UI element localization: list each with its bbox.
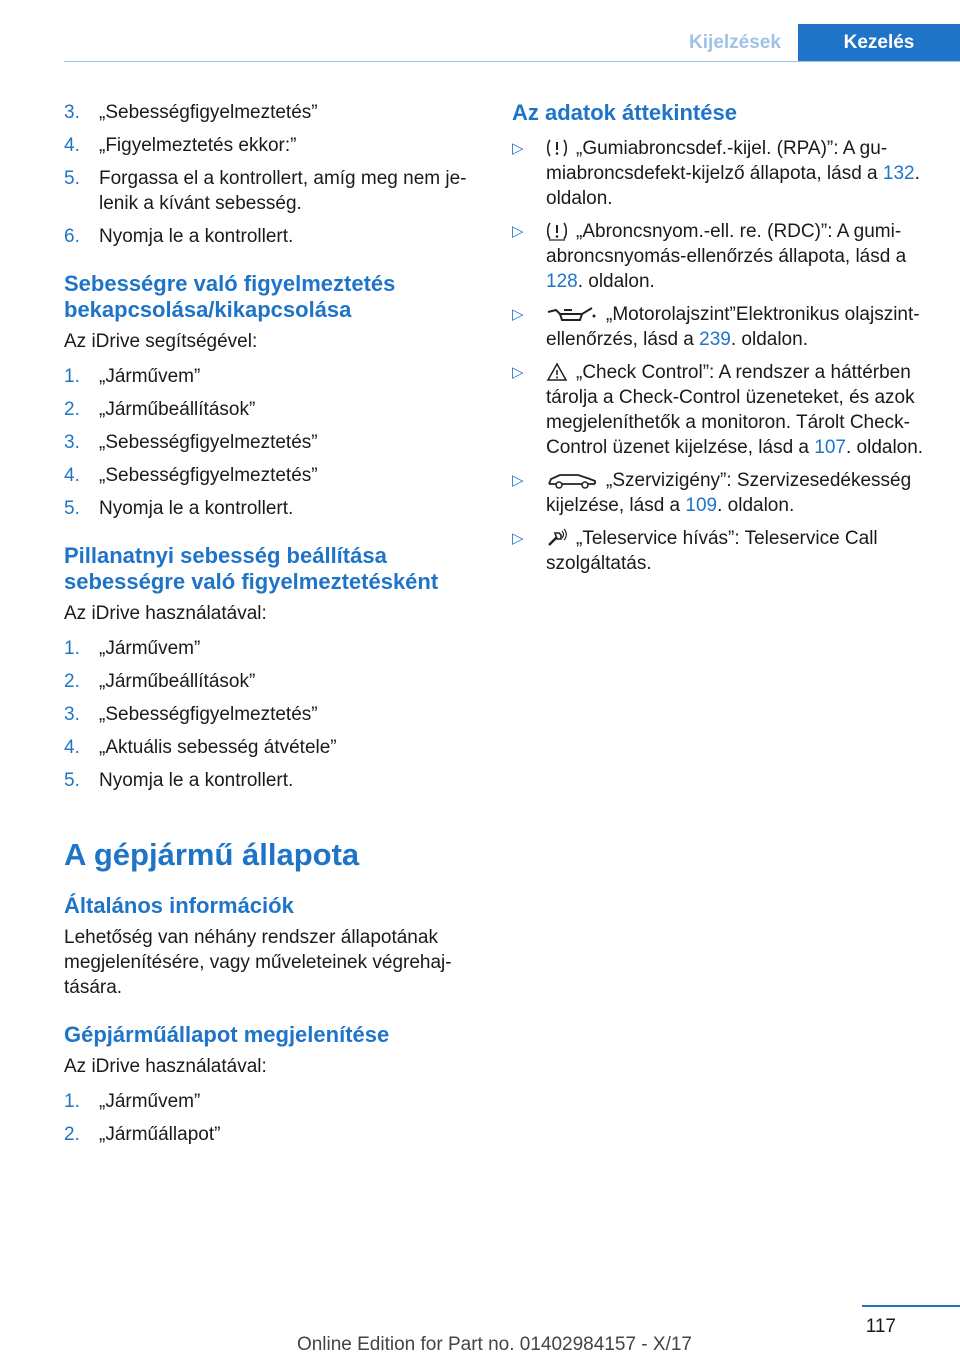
list-item: ▷ „Motorolajszint”Elektronikus olajszint-ellenőrzés, lásd a 239. oldalon. [512, 304, 920, 350]
list-item: 3. „Sebességfigyelmeztetés” [64, 432, 318, 453]
tab-kijelzesek[interactable]: Kijelzések [672, 24, 798, 61]
list-item: 1. „Járművem” [64, 638, 201, 659]
list-a [64, 100, 484, 249]
list-item: 2. „Járműbeállítások” [64, 671, 256, 692]
list-item: ▷ „Szervizigény”: Szervizesedékesség kijelzése, lásd a 109. oldalon. [512, 470, 912, 516]
page-number: 117 [865, 1316, 896, 1337]
list-c [64, 636, 484, 793]
triangle-bullet-icon: ▷ [512, 364, 524, 381]
right-column [512, 100, 932, 584]
section-title: Gépjárműállapot megjelenítése [64, 1022, 390, 1047]
section-intro: Az iDrive segítségével: [64, 331, 258, 352]
page-link[interactable]: 132 [882, 163, 915, 184]
list-item: 6. Nyomja le a kontrollert. [64, 226, 294, 247]
section-title: Általános információk [64, 893, 294, 918]
car-service-icon [546, 470, 598, 490]
list-item: 5. Nyomja le a kontrollert. [64, 498, 294, 519]
page-link[interactable]: 109 [685, 495, 718, 516]
list-item: 5. Forgassa el a kontrollert, amíg meg nem jelenik a kívánt sebesség. [64, 168, 467, 214]
tab-kezeles[interactable]: Kezelés [798, 24, 960, 61]
overview-list [512, 136, 932, 576]
triangle-bullet-icon: ▷ [512, 306, 524, 323]
list-b [64, 364, 484, 521]
header-tabs [672, 24, 960, 61]
list-item: ▷ „Check Control”: A rendszer a háttérben tárolja a Check-Control üzeneteket, és azok megjeleníthetők a monitoron. Tárolt Check-Control üzenet kijelzése, lásd a 107. oldalon. [512, 362, 924, 458]
oil-can-icon [546, 304, 598, 324]
wrench-call-icon [546, 528, 568, 548]
list-d [64, 1089, 484, 1147]
triangle-bullet-icon: ▷ [512, 223, 524, 240]
list-item: 1. „Járművem” [64, 366, 201, 387]
warning-triangle-icon [546, 362, 568, 382]
page-link[interactable]: 239 [699, 329, 731, 350]
section-body: Lehetőség van néhány rendszer állapotának megjelenítésére, vagy műveleteinek végrehajtására. [64, 927, 452, 998]
list-item: 1. „Járművem” [64, 1091, 201, 1112]
section-intro: Az iDrive használatával: [64, 1056, 267, 1077]
chapter-title: A gépjármű állapota [64, 837, 360, 872]
triangle-bullet-icon: ▷ [512, 530, 524, 547]
list-item: 2. „Járműbeállítások” [64, 399, 256, 420]
list-item: ▷ „Teleservice hívás”: Teleservice Call szolgáltatás. [512, 528, 878, 574]
section-title: Az adatok áttekintése [512, 100, 737, 125]
left-column [64, 100, 484, 1155]
list-item: 4. „Figyelmeztetés ekkor:” [64, 135, 297, 156]
header-rule [64, 61, 960, 62]
list-item: 5. Nyomja le a kontrollert. [64, 770, 294, 791]
tire-pressure-icon [546, 221, 568, 241]
page-link[interactable]: 107 [814, 437, 846, 458]
list-item: ▷ „Abroncsnyom.-ell. re. (RDC)”: A gumiabroncsnyomás-ellenőrzés állapota, lásd a 128. oldalon. [512, 221, 907, 292]
section-title: Pillanatnyi sebesség beállítása sebességre való figyelmeztetésként [64, 543, 439, 594]
page-link[interactable]: 128 [546, 271, 578, 292]
list-item: ▷ „Gumiabroncsdef.-kijel. (RPA)”: A gumiabroncsdefekt-kijelző állapota, lásd a 132. oldalon. [512, 138, 920, 209]
section-title: Sebességre való figyelmeztetés bekapcsolása/kikapcsolása [64, 271, 396, 322]
list-item: 3. „Sebességfigyelmeztetés” [64, 704, 318, 725]
tire-warning-icon [546, 138, 568, 158]
triangle-bullet-icon: ▷ [512, 472, 524, 489]
list-item: 3. „Sebességfigyelmeztetés” [64, 102, 318, 123]
list-item: 2. „Járműállapot” [64, 1124, 221, 1145]
triangle-bullet-icon: ▷ [512, 140, 524, 157]
footer-rule [862, 1305, 960, 1307]
edition-note: Online Edition for Part no. 01402984157 - X/17 [296, 1334, 692, 1355]
list-item: 4. „Sebességfigyelmeztetés” [64, 465, 318, 486]
section-intro: Az iDrive használatával: [64, 603, 267, 624]
list-item: 4. „Aktuális sebesség átvétele” [64, 737, 337, 758]
